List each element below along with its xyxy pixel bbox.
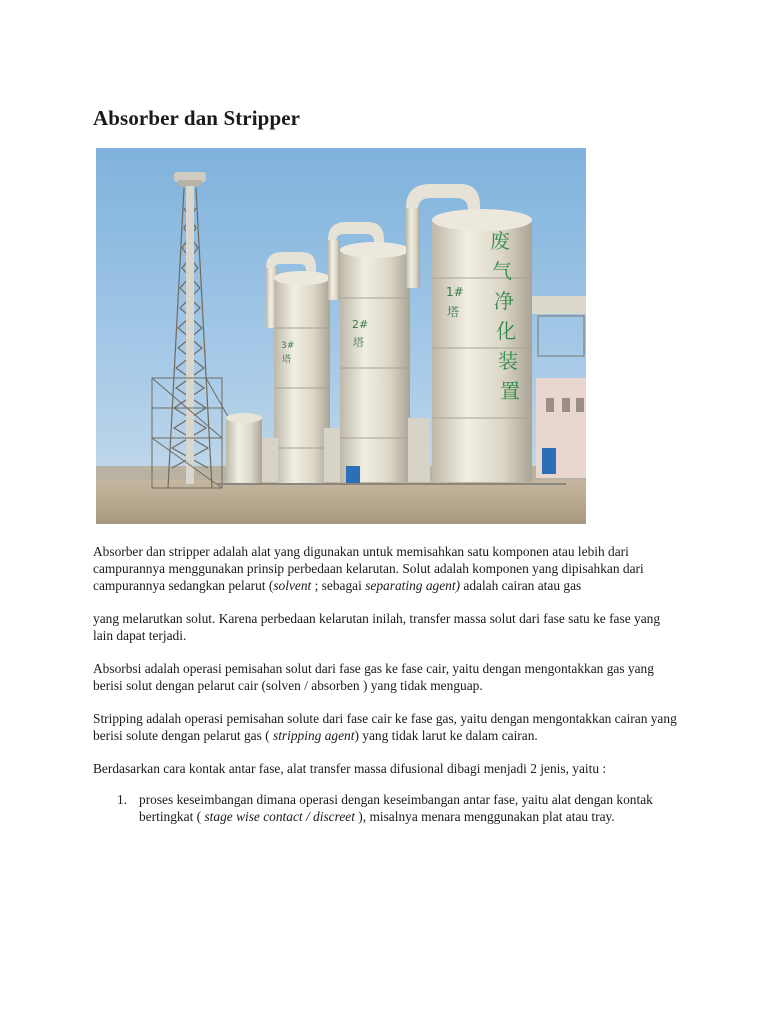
absorber-towers-photo	[96, 148, 586, 524]
svg-text:废: 废	[490, 229, 510, 253]
paragraph-solubility: yang melarutkan solut. Karena perbedaan kelarutan inilah, transfer massa solut dari fase satu ke fase yang lain dapat terjadi.	[93, 611, 661, 643]
paragraph-definition: Absorber dan stripper adalah alat yang digunakan untuk memisahkan satu komponen atau lebih dari campurannya menggunakan prinsip perbedaan kelarutan. Solut adalah komponen yang dipisahkan dari campurannya sedangkan pelarut (solvent ; sebagai separating agent) adalah cairan atau gas	[93, 544, 644, 593]
paragraph-classification: Berdasarkan cara kontak antar fase, alat transfer massa difusional dibagi menjadi 2 jenis, yaitu :	[93, 761, 607, 776]
paragraph-stripping: Stripping adalah operasi pemisahan solute dari fase cair ke fase gas, yaitu dengan mengontakkan cairan yang berisi solute dengan pelarut gas ( stripping agent) yang tidak larut ke dalam cairan.	[93, 711, 677, 743]
svg-text:塔: 塔	[282, 355, 292, 365]
body-text	[93, 543, 683, 825]
svg-text:气: 气	[492, 259, 512, 283]
svg-text:塔: 塔	[447, 305, 460, 319]
tower-label-3: 3#	[281, 341, 295, 351]
svg-text:置: 置	[500, 379, 520, 403]
svg-text:塔: 塔	[353, 336, 364, 349]
photo-illustration	[96, 148, 586, 524]
paragraph-absorption: Absorbsi adalah operasi pemisahan solut dari fase gas ke fase cair, yaitu dengan mengontakkan gas yang berisi solut dengan pelarut cair (solven / absorben ) yang tidak menguap.	[93, 661, 654, 693]
numbered-list	[93, 791, 683, 825]
svg-text:装: 装	[498, 349, 518, 373]
list-item: 1. proses keseimbangan dimana operasi dengan keseimbangan antar fase, yaitu alat dengan kontak bertingkat ( stage wise contact / discreet ), misalnya menara menggunakan plat atau tray.	[117, 792, 653, 824]
svg-text:2#: 2#	[352, 318, 369, 331]
list-number: 1.	[117, 792, 128, 807]
svg-text:净: 净	[494, 289, 514, 313]
svg-text:1#: 1#	[446, 285, 464, 299]
svg-text:化: 化	[496, 319, 516, 343]
page-title: Absorber dan Stripper	[93, 106, 301, 130]
